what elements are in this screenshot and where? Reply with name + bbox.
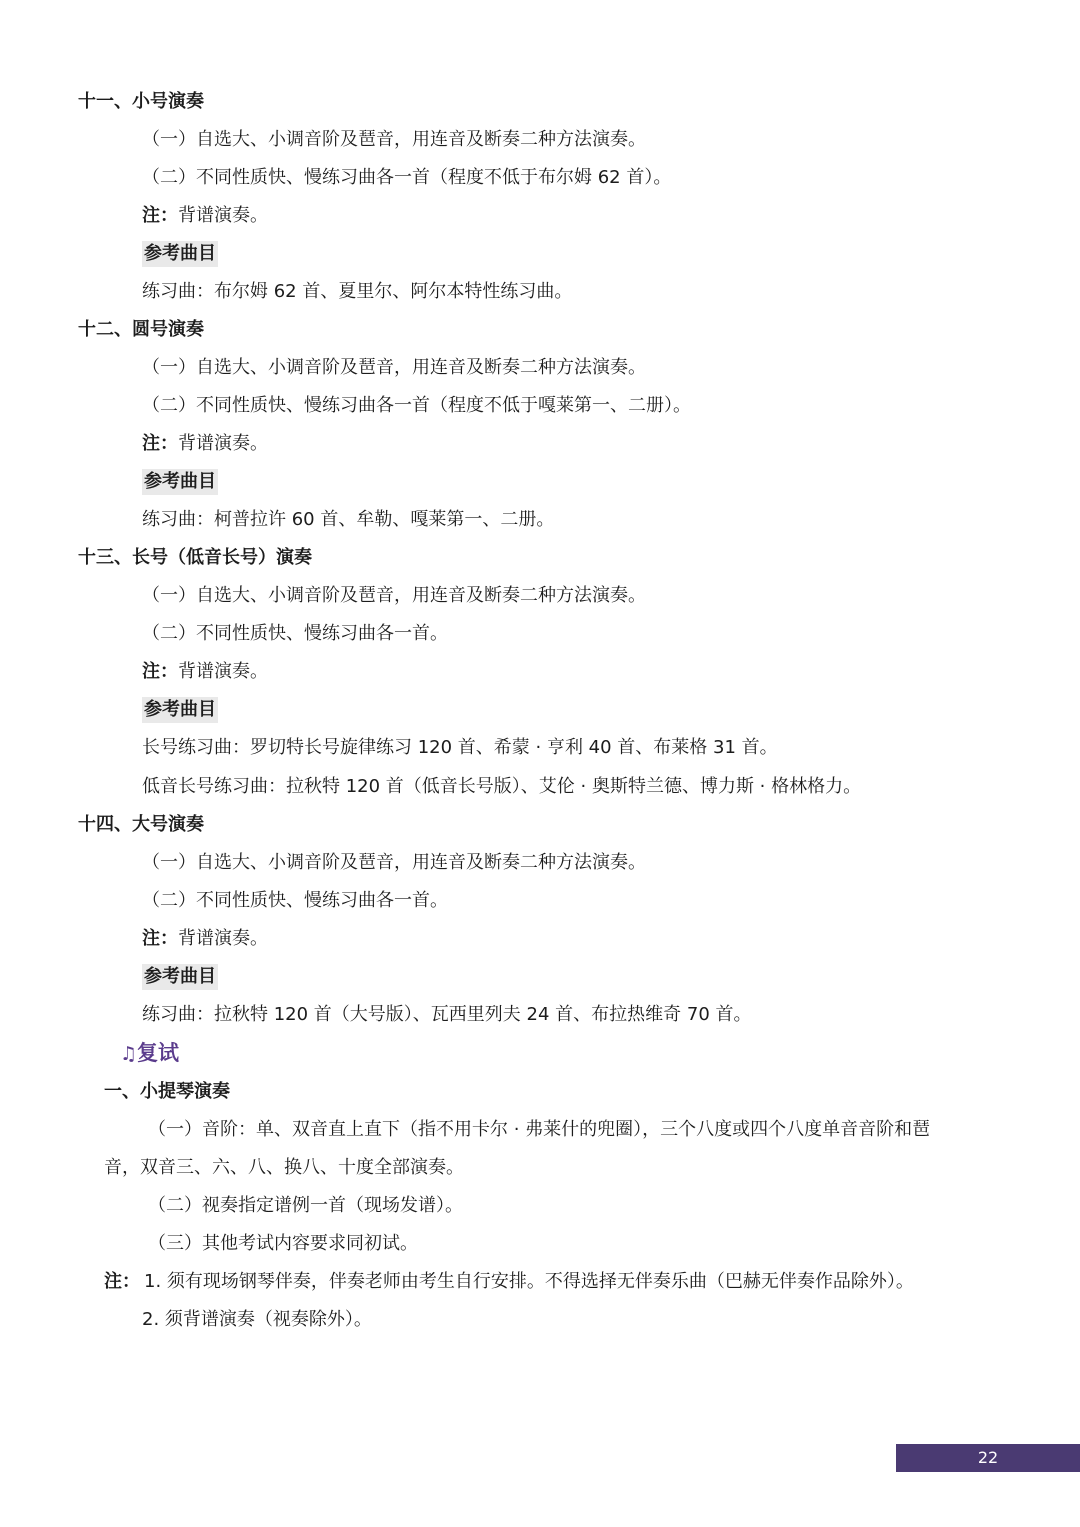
section-12-note	[142, 431, 268, 457]
violin-item-1-line-2: 音，双音三、六、八、换八、十度全部演奏。	[104, 1157, 464, 1178]
section-11-reference-heading	[142, 241, 218, 267]
note-text: 背谱演奏。	[178, 661, 268, 682]
section-11-item-2: （二）不同性质快、慢练习曲各一首（程度不低于布尔姆 62 首）。	[142, 167, 672, 188]
section-13-item-2: （二）不同性质快、慢练习曲各一首。	[142, 623, 448, 644]
note-label: 注：	[142, 433, 178, 454]
reference-heading: 参考曲目	[142, 697, 218, 723]
section-11-reference-1: 练习曲：布尔姆 62 首、夏里尔、阿尔本特性练习曲。	[142, 281, 573, 302]
section-12-item-1: （一）自选大、小调音阶及琶音，用连音及断奏二种方法演奏。	[142, 357, 646, 378]
reference-heading: 参考曲目	[142, 469, 218, 495]
retest-heading	[120, 1038, 179, 1069]
violin-item-2: （二）视奏指定谱例一首（现场发谱）。	[148, 1195, 463, 1216]
section-12-title: 十二、圆号演奏	[78, 319, 204, 340]
section-11-note	[142, 203, 268, 229]
violin-item-1-line-1: （一）音阶：单、双音直上直下（指不用卡尔 · 弗莱什的兜圈），三个八度或四个八度单音音阶和琶	[148, 1119, 931, 1140]
note-label: 注：	[142, 661, 178, 682]
note-text: 背谱演奏。	[178, 928, 268, 949]
section-13-item-1: （一）自选大、小调音阶及琶音，用连音及断奏二种方法演奏。	[142, 585, 646, 606]
section-14-title: 十四、大号演奏	[78, 814, 204, 835]
section-12-reference-heading	[142, 469, 218, 495]
section-13-reference-2: 低音长号练习曲：拉秋特 120 首（低音长号版）、艾伦 · 奥斯特兰德、博力斯 · 格林格力。	[142, 776, 862, 797]
note-text: 背谱演奏。	[178, 205, 268, 226]
section-13-title: 十三、长号（低音长号）演奏	[78, 547, 312, 568]
section-13-reference-heading	[142, 697, 218, 723]
note-label: 注：	[104, 1271, 140, 1292]
violin-title: 一、小提琴演奏	[104, 1081, 230, 1102]
section-13-note	[142, 659, 268, 685]
section-14-reference-heading	[142, 964, 218, 990]
note-label: 注：	[142, 205, 178, 226]
page-number-bar	[896, 1444, 1080, 1472]
reference-heading: 参考曲目	[142, 964, 218, 990]
section-14-item-2: （二）不同性质快、慢练习曲各一首。	[142, 890, 448, 911]
violin-note	[104, 1269, 914, 1295]
page-number: 22	[977, 1448, 999, 1467]
violin-note-2: 2. 须背谱演奏（视奏除外）。	[142, 1309, 372, 1330]
section-12-item-2: （二）不同性质快、慢练习曲各一首（程度不低于嘎莱第一、二册）。	[142, 395, 691, 416]
retest-title: 复试	[137, 1041, 180, 1065]
section-14-item-1: （一）自选大、小调音阶及琶音，用连音及断奏二种方法演奏。	[142, 852, 646, 873]
note-text: 背谱演奏。	[178, 433, 268, 454]
violin-item-3: （三）其他考试内容要求同初试。	[148, 1233, 418, 1254]
section-12-reference-1: 练习曲：柯普拉许 60 首、牟勒、嘎莱第一、二册。	[142, 509, 555, 530]
note-label: 注：	[142, 928, 178, 949]
section-13-reference-1: 长号练习曲：罗切特长号旋律练习 120 首、希蒙 · 亨利 40 首、布莱格 31 首。	[142, 737, 778, 758]
music-note-icon: ♫	[120, 1043, 138, 1065]
violin-note-1: 1. 须有现场钢琴伴奏，伴奏老师由考生自行安排。不得选择无伴奏乐曲（巴赫无伴奏作品除外）。	[144, 1271, 914, 1292]
reference-heading: 参考曲目	[142, 241, 218, 267]
section-11-title: 十一、小号演奏	[78, 91, 204, 112]
section-14-note	[142, 926, 268, 952]
section-14-reference-1: 练习曲：拉秋特 120 首（大号版）、瓦西里列夫 24 首、布拉热维奇 70 首。	[142, 1004, 752, 1025]
section-11-item-1: （一）自选大、小调音阶及琶音，用连音及断奏二种方法演奏。	[142, 129, 646, 150]
